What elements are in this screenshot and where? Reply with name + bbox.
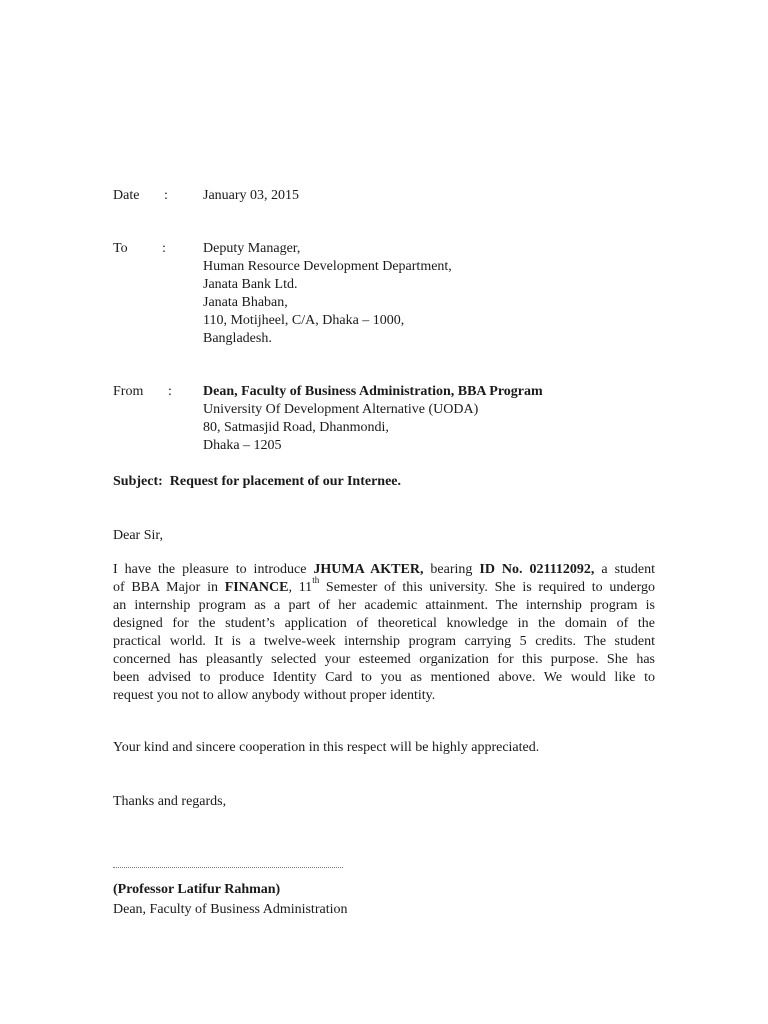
signatory-name: (Professor Latifur Rahman) bbox=[113, 882, 281, 897]
student-id: ID No. 021112092, bbox=[479, 562, 595, 577]
subject-text: Request for placement of our Internee. bbox=[169, 474, 401, 489]
recipient-line: 110, Motijheel, C/A, Dhaka – 1000, bbox=[203, 313, 405, 328]
student-major: FINANCE bbox=[224, 580, 289, 595]
ordinal-suffix: th bbox=[312, 575, 320, 586]
sender-line: University Of Development Alternative (UODA) bbox=[203, 402, 479, 417]
date-value: January 03, 2015 bbox=[203, 188, 300, 203]
closing-line: Thanks and regards, bbox=[113, 794, 227, 809]
sender-line: 80, Satmasjid Road, Dhanmondi, bbox=[203, 420, 389, 435]
subject-label: Subject: bbox=[113, 474, 163, 489]
from-colon: : bbox=[168, 384, 172, 399]
recipient-line: Janata Bank Ltd. bbox=[203, 277, 298, 292]
body-paragraph bbox=[113, 561, 655, 705]
to-colon: : bbox=[162, 241, 166, 256]
date-label: Date bbox=[113, 188, 140, 203]
recipient-line: Deputy Manager, bbox=[203, 241, 301, 256]
sender-title: Dean, Faculty of Business Administration, BBA Program bbox=[203, 384, 543, 399]
subject-line bbox=[113, 473, 401, 491]
body-line: of BBA Major in FINANCE, 11th Semester of this university. She is required to undergo bbox=[113, 575, 656, 595]
sender-address bbox=[203, 383, 543, 455]
body-line: practical world. It is a twelve-week internship program carrying 5 credits. The student bbox=[113, 634, 655, 649]
body-line: concerned has pleasantly selected your esteemed organization for this purpose. She has bbox=[113, 652, 655, 667]
date-colon: : bbox=[164, 188, 168, 203]
body-line: an internship program as a part of her academic attainment. The internship program is bbox=[113, 598, 655, 613]
sender-line: Dhaka – 1205 bbox=[203, 438, 282, 453]
signature-line bbox=[113, 867, 343, 868]
recipient-line: Janata Bhaban, bbox=[203, 295, 288, 310]
to-label: To bbox=[113, 241, 128, 256]
body-line: I have the pleasure to introduce JHUMA AKTER, bearing ID No. 021112092, a student bbox=[113, 562, 656, 577]
from-label: From bbox=[113, 384, 144, 399]
recipient-line: Bangladesh. bbox=[203, 331, 272, 346]
cooperation-line: Your kind and sincere cooperation in this respect will be highly appreciated. bbox=[113, 740, 540, 755]
body-line: request you not to allow anybody without proper identity. bbox=[113, 688, 436, 703]
recipient-address bbox=[203, 240, 452, 348]
recipient-line: Human Resource Development Department, bbox=[203, 259, 452, 274]
body-line: been advised to produce Identity Card to you as mentioned above. We would like to bbox=[113, 670, 655, 685]
student-name: JHUMA AKTER, bbox=[313, 562, 424, 577]
salutation: Dear Sir, bbox=[113, 528, 163, 543]
signatory-title: Dean, Faculty of Business Administration bbox=[113, 902, 348, 917]
body-line: designed for the student’s application of theoretical knowledge in the domain of the bbox=[113, 616, 655, 631]
